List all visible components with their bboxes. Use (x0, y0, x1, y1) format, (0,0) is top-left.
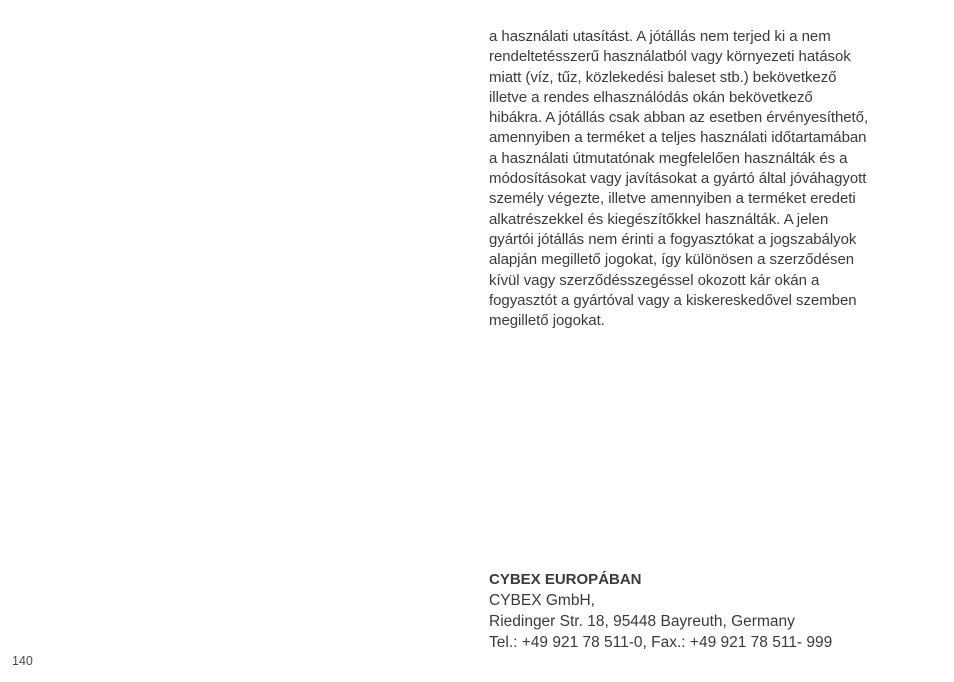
warranty-text-line: megillető jogokat. (489, 312, 605, 330)
warranty-text-line: miatt (víz, tűz, közlekedési baleset stb.) bekövetkező (489, 68, 837, 86)
warranty-text-line: a használati útmutatónak megfelelően használták és a (489, 149, 848, 167)
warranty-text-line: kívül vagy szerződésszegéssel okozott kár okán a (489, 271, 820, 289)
page-number: 140 (12, 654, 33, 668)
contact-heading: CYBEX EUROPÁBAN (489, 571, 642, 588)
phone-fax: Tel.: +49 921 78 511-0, Fax.: +49 921 78 511- 999 (489, 634, 833, 651)
warranty-text-line: módosításokat vagy javításokat a gyártó által jóváhagyott (489, 170, 867, 188)
warranty-text-line: alapján megillető jogokat, így különösen a szerződésen (489, 251, 855, 269)
warranty-text-line: rendeltetésszerű használatból vagy környezeti hatások (489, 48, 851, 66)
company-name: CYBEX GmbH, (489, 592, 595, 609)
warranty-text-line: gyártói jótállás nem érinti a fogyasztókat a jogszabályok (489, 230, 857, 248)
warranty-paragraph (489, 27, 929, 331)
warranty-text-line: fogyasztót a gyártóval vagy a kiskereskedővel szemben (489, 291, 857, 309)
warranty-text-line: a használati utasítást. A jótállás nem terjed ki a nem (489, 28, 831, 45)
warranty-text-line: hibákra. A jótállás csak abban az esetben érvényesíthető, (489, 109, 869, 127)
warranty-text-line: alkatrészekkel és kiegészítőkkel használták. A jelen (489, 210, 829, 228)
warranty-text-line: illetve a rendes elhasználódás okán bekövetkező (489, 88, 813, 106)
contact-block (489, 569, 929, 653)
warranty-text-line: személy végezte, illetve amennyiben a terméket eredeti (489, 190, 856, 208)
warranty-text-line: amennyiben a terméket a teljes használati időtartamában (489, 129, 867, 147)
company-address: Riedinger Str. 18, 95448 Bayreuth, Germany (489, 613, 795, 630)
